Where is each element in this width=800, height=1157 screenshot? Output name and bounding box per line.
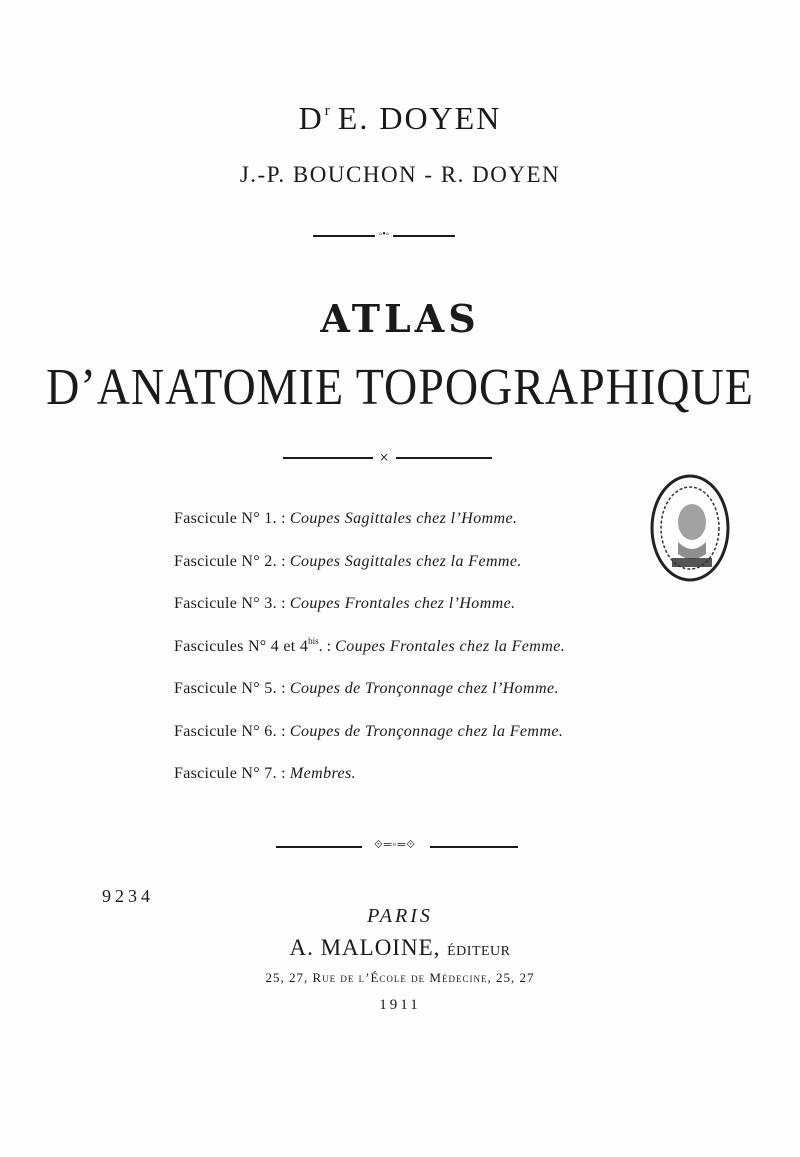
fascicule-item: Fascicule N° 1. : Coupes Sagittales chez l’Homme. [174,510,518,527]
publisher-role: ÉDITEUR [447,944,511,959]
fascicule-description: Membres. [289,765,357,782]
imprint-year: 1911 [379,997,421,1013]
fascicule-description: Coupes Frontales chez la Femme. [335,637,566,655]
coauthors: J.-P. BOUCHON - R. DOYEN [239,162,561,187]
title-atlas: ATLAS [320,296,480,341]
ornament-rule-mid-left [283,457,373,459]
shelf-mark: 9234 [102,886,154,906]
ornament-rule-bottom-left [276,846,362,848]
imprint-address: 25, 27, Rue de l’École de Médecine, 25, 27 [265,970,535,985]
imprint-city: PARIS [367,905,433,927]
ornament-rule-bottom-right [430,846,518,848]
fascicule-item: Fascicule N° 2. : Coupes Sagittales chez la Femme. [174,552,522,570]
library-stamp-icon [648,472,732,584]
fascicule-item: Fascicule N° 3. : Coupes Frontales chez l’Homme. [174,595,516,612]
ornament-rule-mid-right [396,457,492,459]
title-main: D’ANATOMIE TOPOGRAPHIQUE [46,357,754,416]
fascicule-description: Coupes de Tronçonnage chez l’Homme. [289,680,559,697]
fascicule-description: Coupes Sagittales chez la Femme. [289,552,522,570]
ornament-rule-top-right [393,235,455,237]
fascicule-item: Fascicule N° 6. : Coupes de Tronçonnage chez la Femme. [174,722,564,740]
fascicule-description: Coupes de Tronçonnage chez la Femme. [289,722,564,740]
fascicule-item: Fascicule N° 5. : Coupes de Tronçonnage chez l’Homme. [174,680,559,697]
ornament-dot-top: ◦•◦ [378,229,390,240]
ornament-cross-mid: ⨯ [378,450,390,464]
fascicule-item: Fascicules N° 4 et $4^{bis}$. : Coupes Frontales chez la Femme. [174,635,566,655]
fascicule-item: Fascicule N° 7. : Membres. [174,765,357,782]
fascicule-list [174,508,694,806]
fascicule-description: Coupes Frontales chez l’Homme. [289,595,516,612]
fascicule-description: Coupes Sagittales chez l’Homme. [289,510,518,527]
author-main-name: E. DOYEN [337,100,502,136]
imprint-publisher: A. MALOINE, ÉDITEUR [289,935,511,960]
author-prefix-superscript: r [324,103,332,119]
author-name: $D^r$ E. DOYEN [298,100,502,136]
ornament-rule-top-left [313,235,375,237]
ornament-flourish-bottom: ⟐═◦═⟐ [374,839,416,851]
